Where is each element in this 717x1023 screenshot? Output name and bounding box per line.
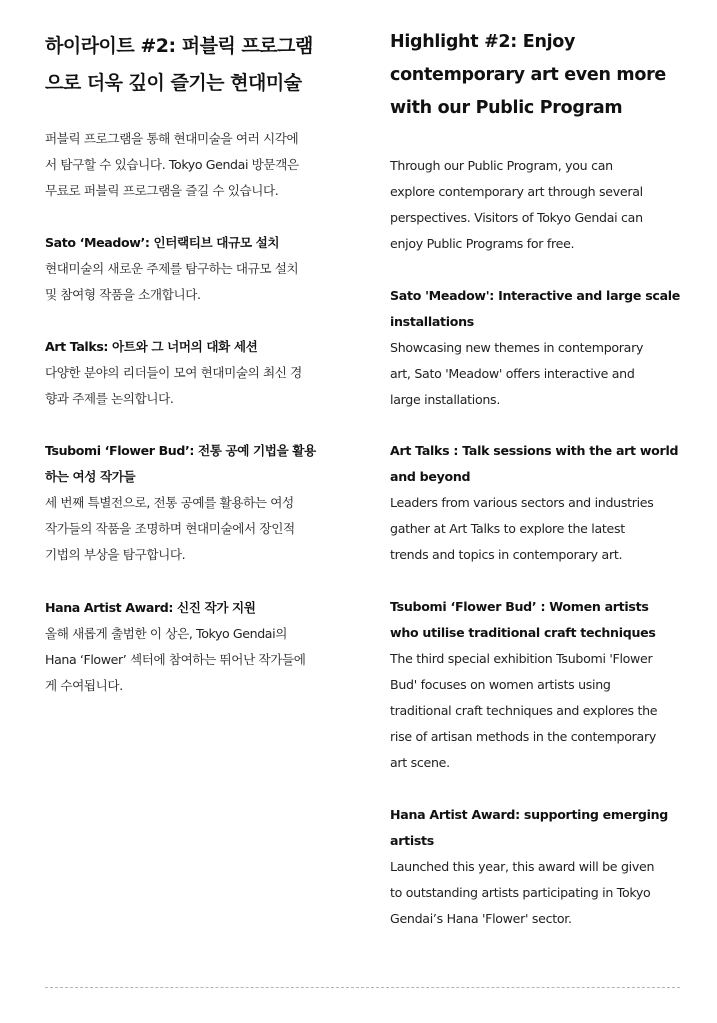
korean-intro-line: 서 탐구할 수 있습니다. Tokyo Gendai 방문객은 <box>45 157 299 172</box>
section-body <box>45 490 345 568</box>
body-line: 및 참여형 작품을 소개합니다. <box>45 287 201 302</box>
english-section-art-talks <box>390 438 690 568</box>
section-heading <box>390 283 690 335</box>
section-heading <box>390 438 690 490</box>
body-line: trends and topics in contemporary art. <box>390 547 623 562</box>
body-line: 게 수여됩니다. <box>45 678 123 693</box>
korean-section-hana-award <box>45 595 345 699</box>
body-line: Showcasing new themes in contemporary <box>390 340 644 355</box>
english-section-hana-award <box>390 802 690 932</box>
body-line: Leaders from various sectors and industries <box>390 495 654 510</box>
body-line: rise of artisan methods in the contemporary <box>390 729 656 744</box>
heading-line: who utilise traditional craft techniques <box>390 625 656 640</box>
english-intro-line: enjoy Public Programs for free. <box>390 236 575 251</box>
english-intro-line: explore contemporary art through several <box>390 184 643 199</box>
korean-intro-line: 퍼블릭 프로그램을 통해 현대미술을 여러 시각에 <box>45 131 299 146</box>
heading-line: 하는 여성 작가들 <box>45 469 136 484</box>
section-body <box>45 256 345 308</box>
section-heading <box>45 334 345 360</box>
korean-intro <box>45 126 345 204</box>
section-heading <box>45 595 345 621</box>
english-title-line: contemporary art even more <box>390 65 666 85</box>
body-line: art scene. <box>390 755 450 770</box>
page-divider <box>45 987 680 988</box>
body-line: gather at Art Talks to explore the latest <box>390 521 625 536</box>
heading-line: Hana Artist Award: 신진 작가 지원 <box>45 600 256 615</box>
english-title <box>390 26 690 125</box>
section-heading <box>45 230 345 256</box>
section-heading <box>390 802 690 854</box>
body-line: 다양한 분야의 리더들이 모여 현대미술의 최신 경 <box>45 365 302 380</box>
body-line: to outstanding artists participating in Tokyo <box>390 885 651 900</box>
section-body <box>390 854 690 932</box>
section-heading <box>45 438 345 490</box>
korean-title-line: 으로 더욱 깊이 즐기는 현대미술 <box>45 72 302 94</box>
body-line: Bud' focuses on women artists using <box>390 677 611 692</box>
heading-line: Hana Artist Award: supporting emerging <box>390 807 668 822</box>
body-line: Hana ‘Flower’ 섹터에 참여하는 뛰어난 작가들에 <box>45 652 306 667</box>
heading-line: installations <box>390 314 474 329</box>
english-title-line: with our Public Program <box>390 98 623 118</box>
section-body <box>45 621 345 699</box>
heading-line: Sato 'Meadow': Interactive and large scale <box>390 288 681 303</box>
heading-line: Art Talks : Talk sessions with the art world <box>390 443 679 458</box>
body-line: 현대미술의 새로운 주제를 탐구하는 대규모 설치 <box>45 261 299 276</box>
body-line: traditional craft techniques and explores the <box>390 703 658 718</box>
heading-line: Tsubomi ‘Flower Bud’: 전통 공예 기법을 활용 <box>45 443 316 458</box>
body-line: Gendai’s Hana 'Flower' sector. <box>390 911 572 926</box>
korean-section-tsubomi <box>45 438 345 568</box>
heading-line: Sato ‘Meadow’: 인터랙티브 대규모 설치 <box>45 235 280 250</box>
heading-line: and beyond <box>390 469 471 484</box>
korean-intro-line: 무료로 퍼블릭 프로그램을 즐길 수 있습니다. <box>45 183 279 198</box>
english-title-line: Highlight #2: Enjoy <box>390 32 576 52</box>
body-line: art, Sato 'Meadow' offers interactive and <box>390 366 635 381</box>
heading-line: artists <box>390 833 434 848</box>
section-heading <box>390 594 690 646</box>
body-line: 향과 주제를 논의합니다. <box>45 391 174 406</box>
korean-title <box>45 28 345 102</box>
body-line: Launched this year, this award will be given <box>390 859 655 874</box>
body-line: The third special exhibition Tsubomi 'Flower <box>390 651 653 666</box>
heading-line: Tsubomi ‘Flower Bud’ : Women artists <box>390 599 649 614</box>
section-body <box>45 360 345 412</box>
body-line: 올해 새롭게 출범한 이 상은, Tokyo Gendai의 <box>45 626 287 641</box>
english-intro <box>390 153 690 257</box>
korean-title-line: 하이라이트 #2: 퍼블릭 프로그램 <box>45 35 313 57</box>
english-section-sato-meadow <box>390 283 690 413</box>
body-line: 작가들의 작품을 조명하며 현대미술에서 장인적 <box>45 521 295 536</box>
section-body <box>390 646 690 776</box>
heading-line: Art Talks: 아트와 그 너머의 대화 세션 <box>45 339 258 354</box>
section-body <box>390 490 690 568</box>
korean-section-art-talks <box>45 334 345 412</box>
english-intro-line: perspectives. Visitors of Tokyo Gendai can <box>390 210 643 225</box>
english-intro-line: Through our Public Program, you can <box>390 158 613 173</box>
english-section-tsubomi <box>390 594 690 776</box>
section-body <box>390 335 690 413</box>
body-line: 세 번째 특별전으로, 전통 공예를 활용하는 여성 <box>45 495 294 510</box>
body-line: large installations. <box>390 392 501 407</box>
korean-section-sato-meadow <box>45 230 345 308</box>
body-line: 기법의 부상을 탐구합니다. <box>45 547 186 562</box>
